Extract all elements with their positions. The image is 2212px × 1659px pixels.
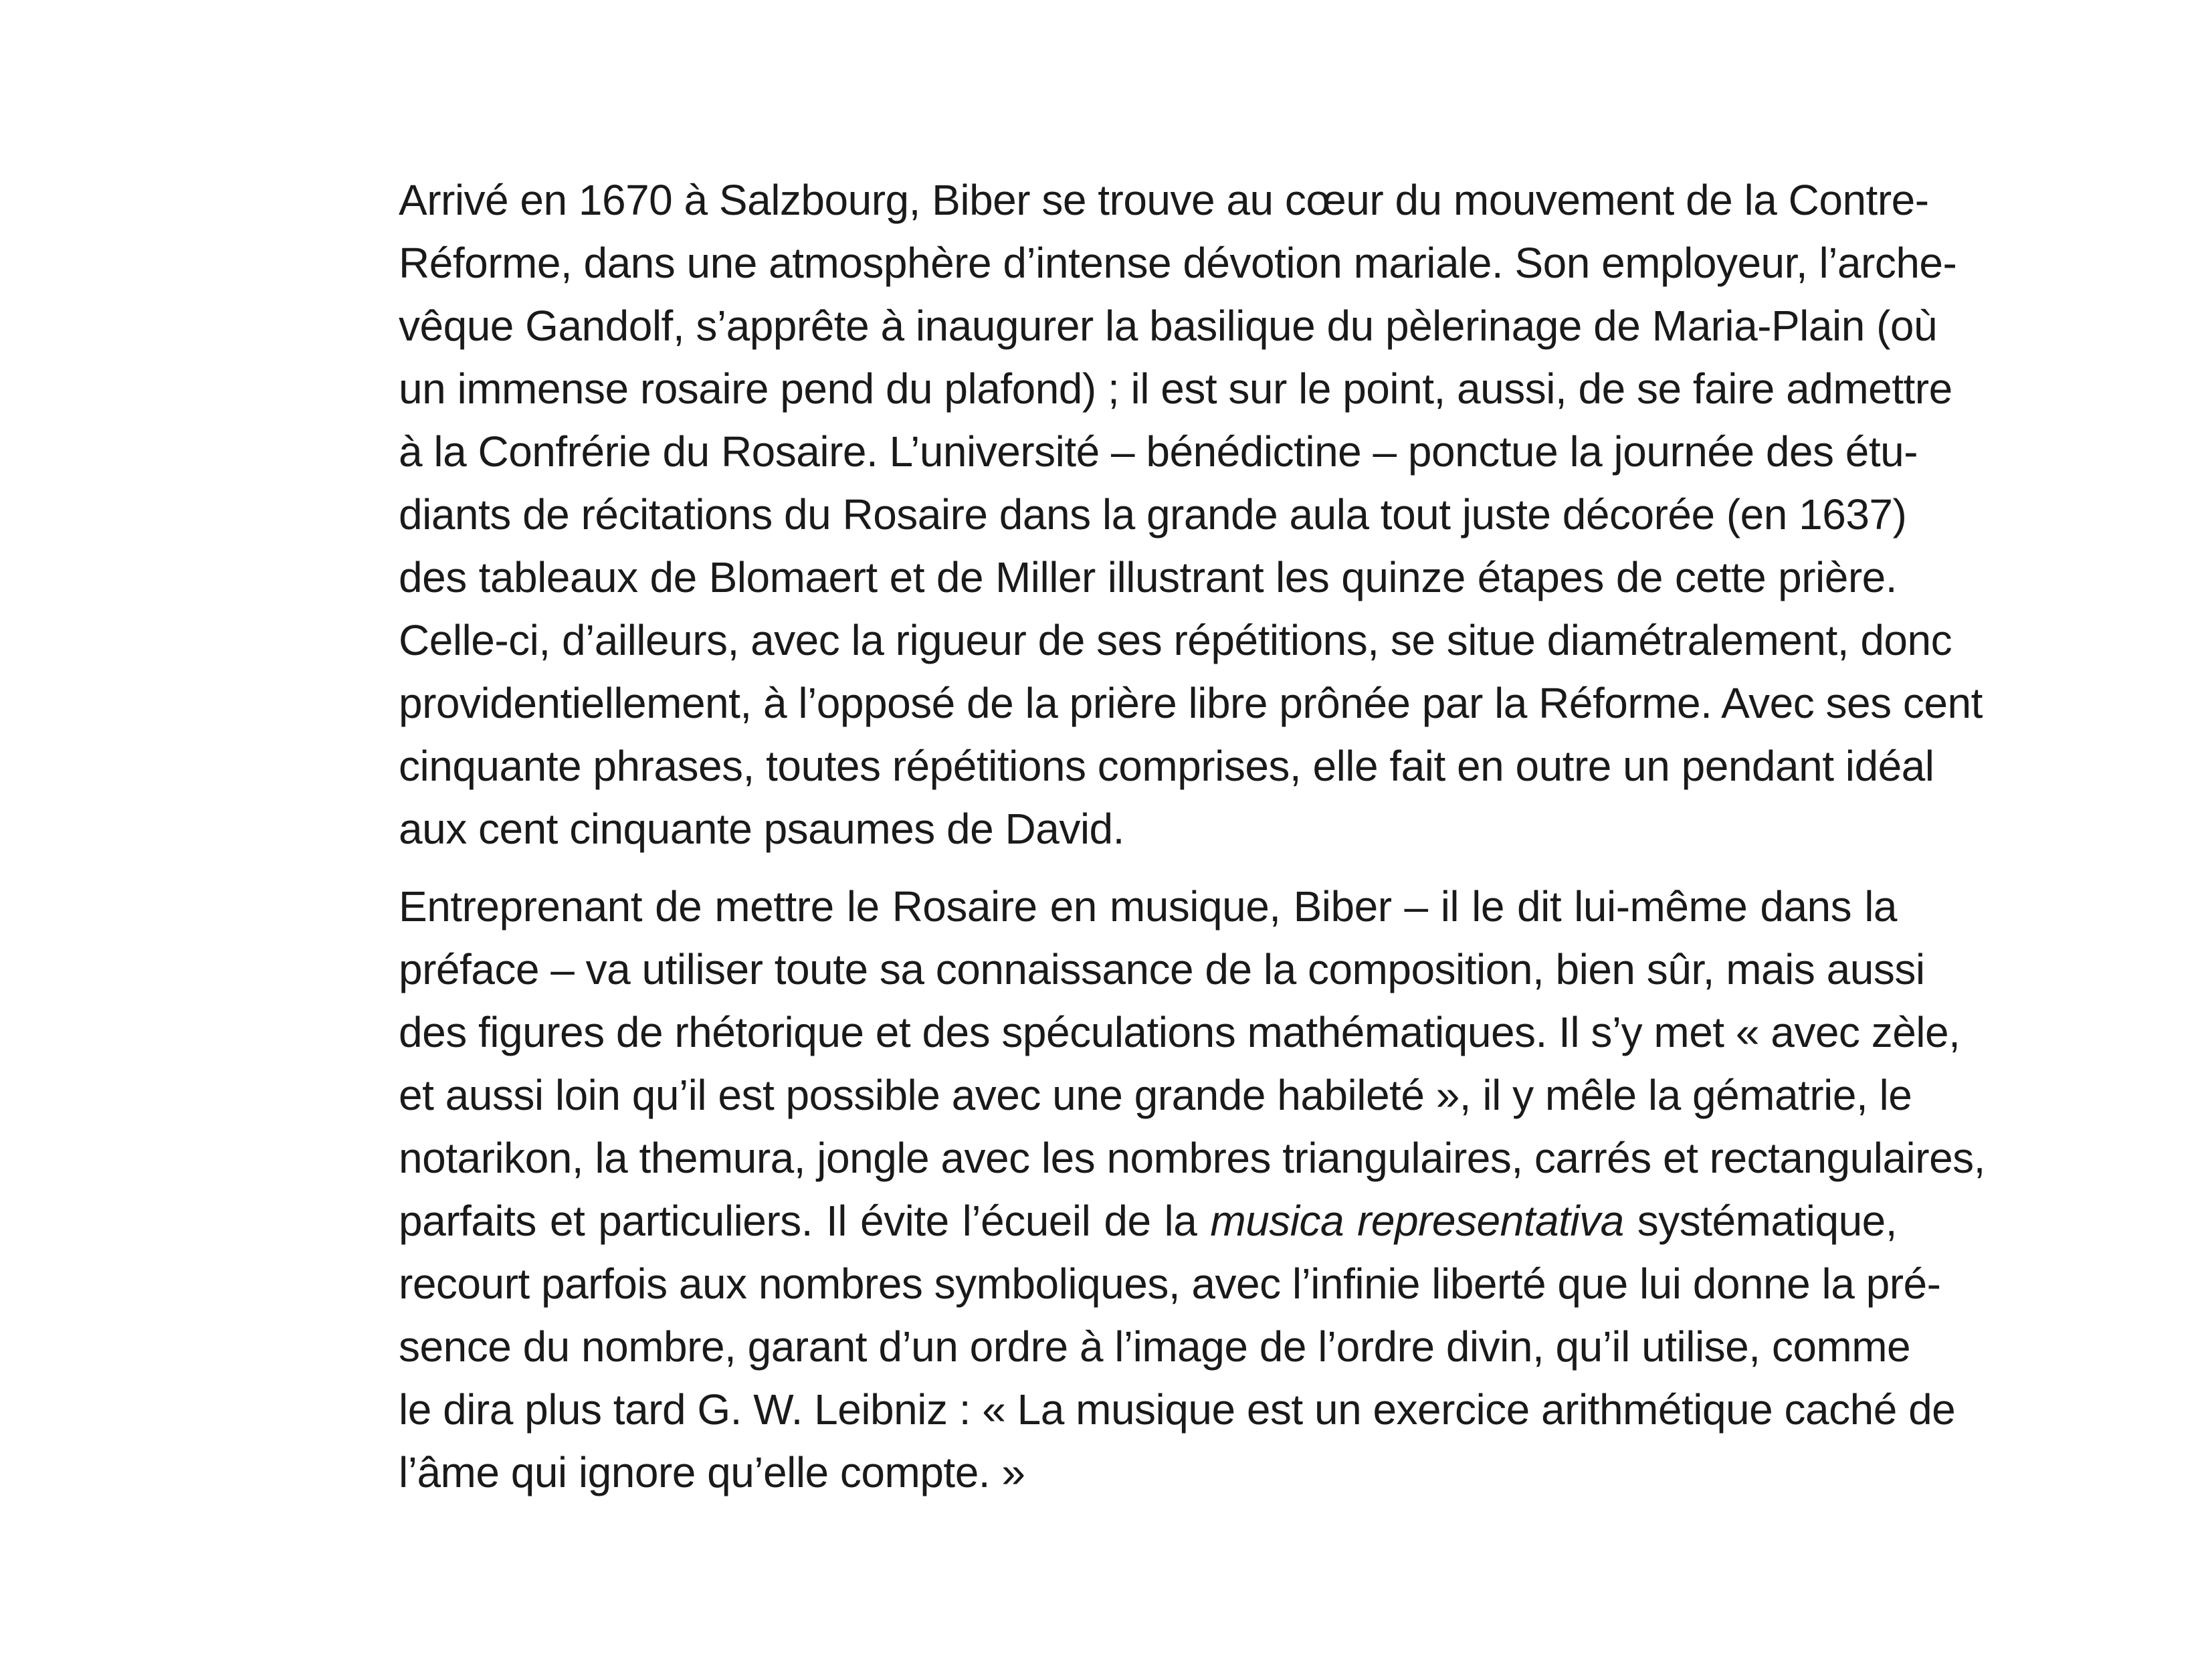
text-line: recourt parfois aux nombres symboliques, avec l’infinie liberté que lui donne la pré-	[399, 1260, 1941, 1308]
text-line: sence du nombre, garant d’un ordre à l’image de l’ordre divin, qu’il utilise, comme	[399, 1323, 1911, 1371]
text-line: vêque Gandolf, s’apprête à inaugurer la basilique du pèlerinage de Maria-Plain (où	[399, 302, 1938, 350]
text-line: aux cent cinquante psaumes de David.	[399, 805, 1124, 853]
text-line: cinquante phrases, toutes répétitions comprises, elle fait en outre un pendant idéal	[399, 742, 1934, 790]
paragraph-2	[399, 875, 1985, 1504]
text-line: des tableaux de Blomaert et de Miller illustrant les quinze étapes de cette prière.	[399, 553, 1897, 601]
text-line: diants de récitations du Rosaire dans la grande aula tout juste décorée (en 1637)	[399, 490, 1907, 539]
text-line: Celle-ci, d’ailleurs, avec la rigueur de ses répétitions, se situe diamétralement, donc	[399, 616, 1952, 664]
text-line: le dira plus tard G. W. Leibniz : « La musique est un exercice arithmétique caché de	[399, 1385, 1956, 1434]
text-line: et aussi loin qu’il est possible avec une grande habileté », il y mêle la gématrie, le	[399, 1071, 1912, 1119]
paragraph-spacer	[399, 860, 1897, 875]
line-text-after: systématique,	[1637, 1197, 1898, 1245]
text-line: l’âme qui ignore qu’elle compte. »	[399, 1448, 1025, 1496]
text-line: notarikon, la themura, jongle avec les nombres triangulaires, carrés et rectangulaires,	[399, 1134, 1985, 1182]
text-line: préface – va utiliser toute sa connaissance de la composition, bien sûr, mais aussi	[399, 945, 1925, 993]
text-line: Entreprenant de mettre le Rosaire en musique, Biber – il le dit lui-même dans la	[399, 882, 1897, 931]
line-text-before: parfaits et particuliers. Il évite l’écueil de la	[399, 1197, 1197, 1245]
text-line-with-italic	[399, 1189, 1897, 1252]
text-line: Réforme, dans une atmosphère d’intense dévotion mariale. Son employeur, l’arche-	[399, 239, 1957, 287]
italic-phrase: musica representativa	[1210, 1197, 1624, 1245]
text-line: providentiellement, à l’opposé de la prière libre prônée par la Réforme. Avec ses cent	[399, 679, 1983, 727]
paragraph-1	[399, 169, 1983, 860]
body-text	[399, 169, 1985, 1504]
text-line: des figures de rhétorique et des spéculations mathématiques. Il s’y met « avec zèle,	[399, 1008, 1960, 1056]
text-line: un immense rosaire pend du plafond) ; il est sur le point, aussi, de se faire admettre	[399, 365, 1952, 413]
text-line: Arrivé en 1670 à Salzbourg, Biber se trouve au cœur du mouvement de la Contre-	[399, 176, 1929, 224]
text-line: à la Confrérie du Rosaire. L’université – bénédictine – ponctue la journée des étu-	[399, 427, 1918, 476]
